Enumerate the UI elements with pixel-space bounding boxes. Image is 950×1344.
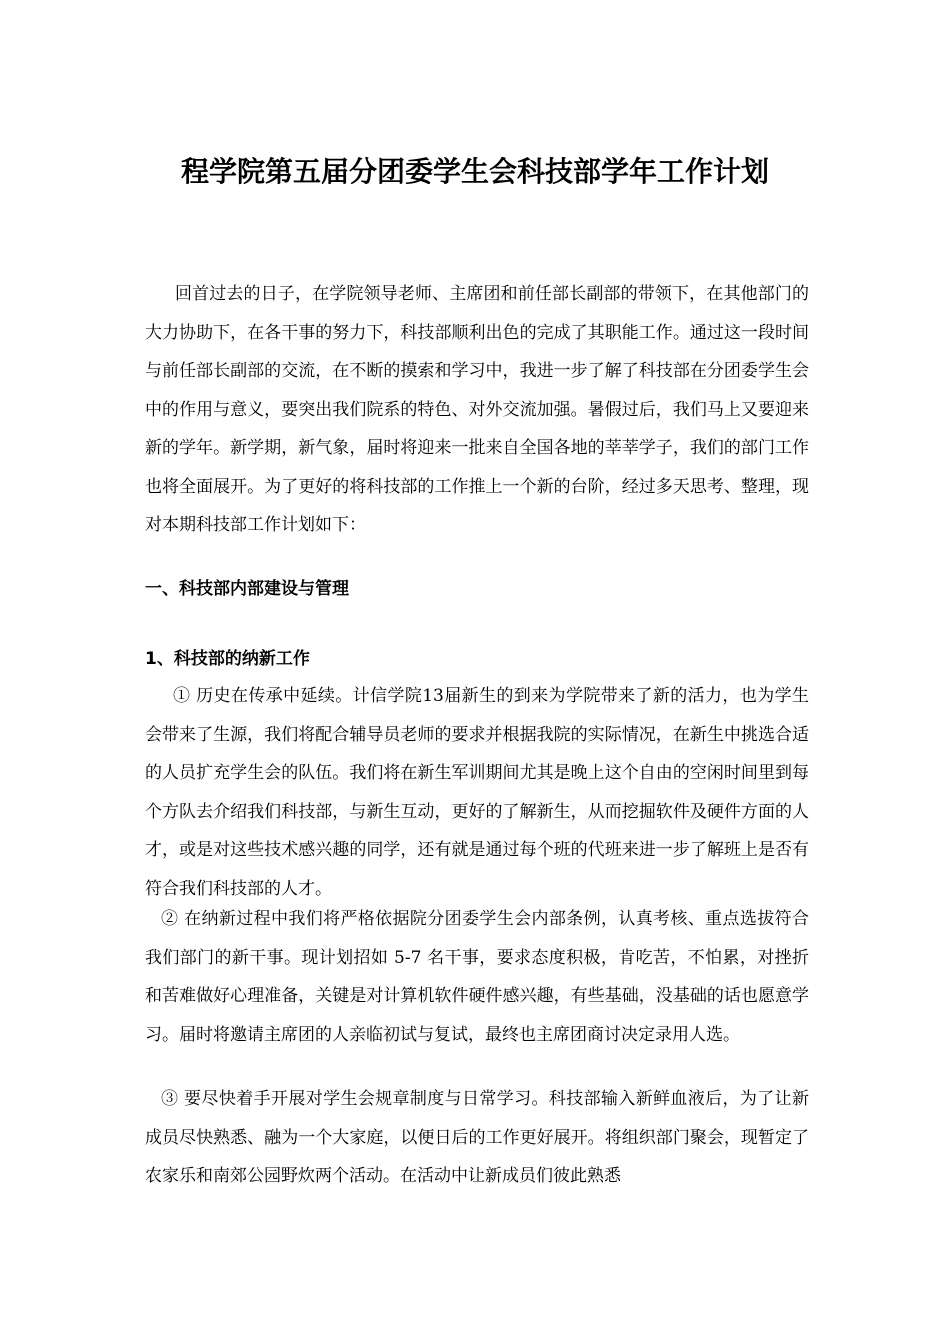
paragraph-recruitment-1: ① 历史在传承中延续。计信学院13届新生的到来为学院带来了新的活力，也为学生会带来了生源，我们将配合辅导员老师的要求并根据我院的实际情况，在新生中挑选合适的人员扩充学生会的队伍。我们将在新生军训期间尤其是晚上这个自由的空闲时间里到每个方队去介绍我们科技部，与新生互动，更好的了解新生，从而挖掘软件及硬件方面的人才，或是对这些技术感兴趣的同学，还有就是通过每个班的代班来进一步了解班上是否有符合我们科技部的人才。 [145,686,809,899]
intro-paragraph: 回首过去的日子，在学院领导老师、主席团和前任部长副部的带领下，在其他部门的大力协助下，在各干事的努力下，科技部顺利出色的完成了其职能工作。通过这一段时间与前任部长副部的交流，在不断的摸索和学习中，我进一步了解了科技部在分团委学生会中的作用与意义，要突出我们院系的特色、对外交流加强。暑假过后，我们马上又要迎来新的学年。新学期，新气象，届时将迎来一批来自全国各地的莘莘学子，我们的部门工作也将全面展开。为了更好的将科技部的工作推上一个新的台阶，经过多天思考、整理，现对本期科技部工作计划如下： [145,284,809,535]
paragraph-recruitment-2: ② 在纳新过程中我们将严格依据院分团委学生会内部条例，认真考核、重点选拔符合我们部门的新干事。现计划招如 5-7 名干事，要求态度积极，肯吃苦，不怕累，对挫折和苦难做好心理准备，关键是对计算机软件硬件感兴趣，有些基础，没基础的话也愿意学习。届时将邀请主席团的人亲临初试与复试，最终也主席团商讨决定录用人选。 [145,909,809,1045]
paragraph-recruitment-3: ③ 要尽快着手开展对学生会规章制度与日常学习。科技部输入新鲜血液后，为了让新成员尽快熟悉、融为一个大家庭，以便日后的工作更好展开。将组织部门聚会，现暂定了农家乐和南郊公园野炊两个活动。在活动中让新成员们彼此熟悉 [145,1089,809,1186]
subsection-heading-recruitment: 1、科技部的纳新工作 [145,649,310,669]
section-heading-internal-management: 一、科技部内部建设与管理 [145,579,349,599]
document-title: 程学院第五届分团委学生会科技部学年工作计划 [180,155,769,188]
